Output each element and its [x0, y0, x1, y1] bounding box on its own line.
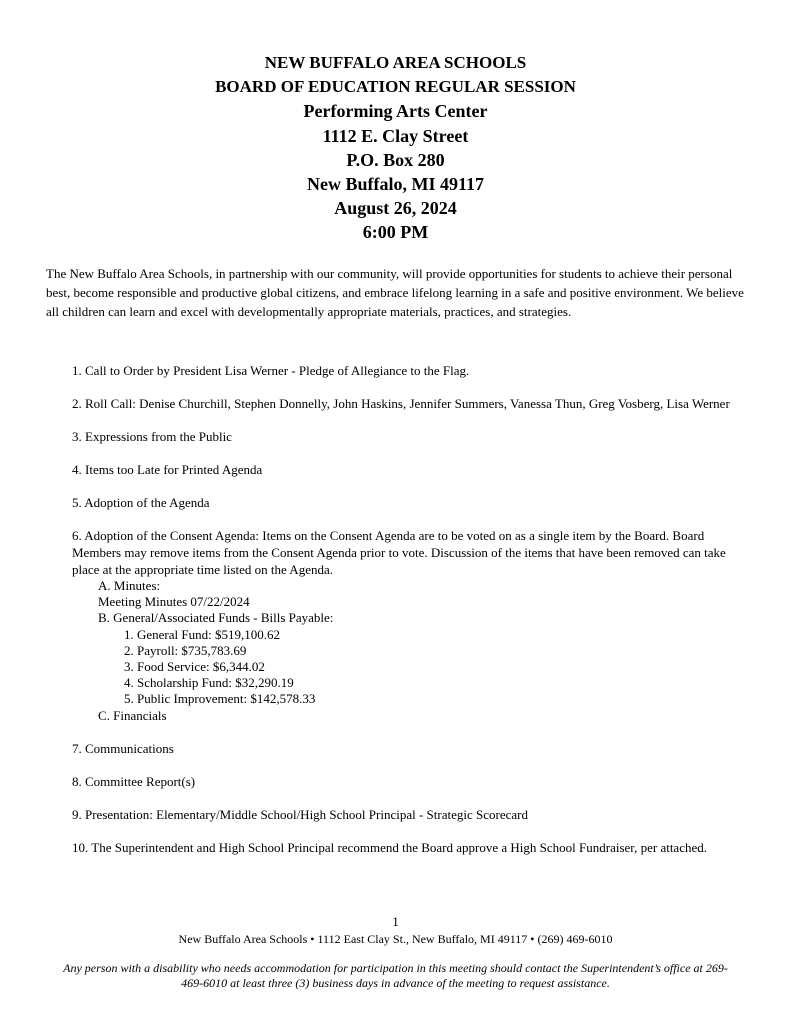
agenda-item [72, 806, 752, 823]
consent-minutes-heading: A. Minutes: [98, 578, 161, 593]
consent-bills-heading: B. General/Associated Funds - Bills Payable: [98, 610, 334, 626]
agenda-list [72, 362, 752, 872]
bill-line: 5. Public Improvement: $142,578.33 [124, 691, 316, 707]
agenda-item [72, 461, 752, 478]
agenda-item [72, 428, 752, 445]
agenda-item-6: 6. Adoption of the Consent Agenda: Items on the Consent Agenda are to be voted on as a single item by the Board. Board Members may remove items from the Consent Agenda prior to vote. Discussion of the items that have been removed can take place at the appropriate time listed on the Agenda. [72, 528, 726, 577]
agenda-item [72, 362, 752, 379]
agenda-item [72, 839, 752, 856]
agenda-item-5: 5. Adoption of the Agenda [72, 495, 210, 510]
bill-line: 2. Payroll: $735,783.69 [124, 642, 247, 658]
agenda-item [72, 395, 752, 412]
header-city: New Buffalo, MI 49117 [307, 174, 484, 195]
header-session-title: BOARD OF EDUCATION REGULAR SESSION [215, 77, 576, 97]
agenda-item-3: 3. Expressions from the Public [72, 429, 232, 444]
agenda-item-9: 9. Presentation: Elementary/Middle School/High School Principal - Strategic Scorecard [72, 806, 528, 822]
consent-minutes-detail: Meeting Minutes 07/22/2024 [98, 594, 250, 610]
accessibility-note: Any person with a disability who needs accommodation for participation in this meeting should contact the Superintendent’s office at 269-469-6010 at least three (3) business days in advance of the meeting to request assistance. [63, 961, 728, 990]
header-venue: Performing Arts Center [303, 101, 488, 122]
header-street: 1112 E. Clay Street [322, 125, 469, 146]
agenda-item-7: 7. Communications [72, 740, 174, 756]
header-time: 6:00 PM [362, 222, 429, 243]
header-org-name: NEW BUFFALO AREA SCHOOLS [264, 53, 527, 72]
document-header [0, 51, 791, 245]
bill-line: 4. Scholarship Fund: $32,290.19 [124, 675, 294, 691]
agenda-item-4: 4. Items too Late for Printed Agenda [72, 462, 263, 477]
agenda-item-10: 10. The Superintendent and High School Principal recommend the Board approve a High School Fundraiser, per attached. [72, 839, 707, 855]
agenda-item-1: 1. Call to Order by President Lisa Werner - Pledge of Allegiance to the Flag. [72, 363, 470, 378]
header-pobox: P.O. Box 280 [346, 149, 445, 170]
mission-statement: The New Buffalo Area Schools, in partnership with our community, will provide opportunities for students to achieve their personal best, become responsible and productive global citizens, and embrace lifelong learning in a safe and positive environment. We believe all children can learn and excel with developmentally appropriate materials, practices, and strategies. [46, 266, 744, 319]
header-date: August 26, 2024 [334, 198, 457, 219]
agenda-item [72, 494, 752, 511]
footer-address: New Buffalo Area Schools • 1112 East Clay St., New Buffalo, MI 49117 • (269) 469-6010 [178, 932, 613, 946]
bill-line: 1. General Fund: $519,100.62 [124, 626, 280, 642]
agenda-item-2: 2. Roll Call: Denise Churchill, Stephen Donnelly, John Haskins, Jennifer Summers, Vanessa Thun, Greg Vosberg, Lisa Werner [72, 396, 730, 411]
agenda-item [72, 527, 752, 724]
page-number: 1 [392, 914, 399, 929]
bill-line: 3. Food Service: $6,344.02 [124, 659, 265, 675]
agenda-item-8: 8. Committee Report(s) [72, 773, 196, 789]
consent-financials: C. Financials [98, 707, 167, 723]
agenda-item [72, 740, 752, 757]
agenda-item [72, 773, 752, 790]
